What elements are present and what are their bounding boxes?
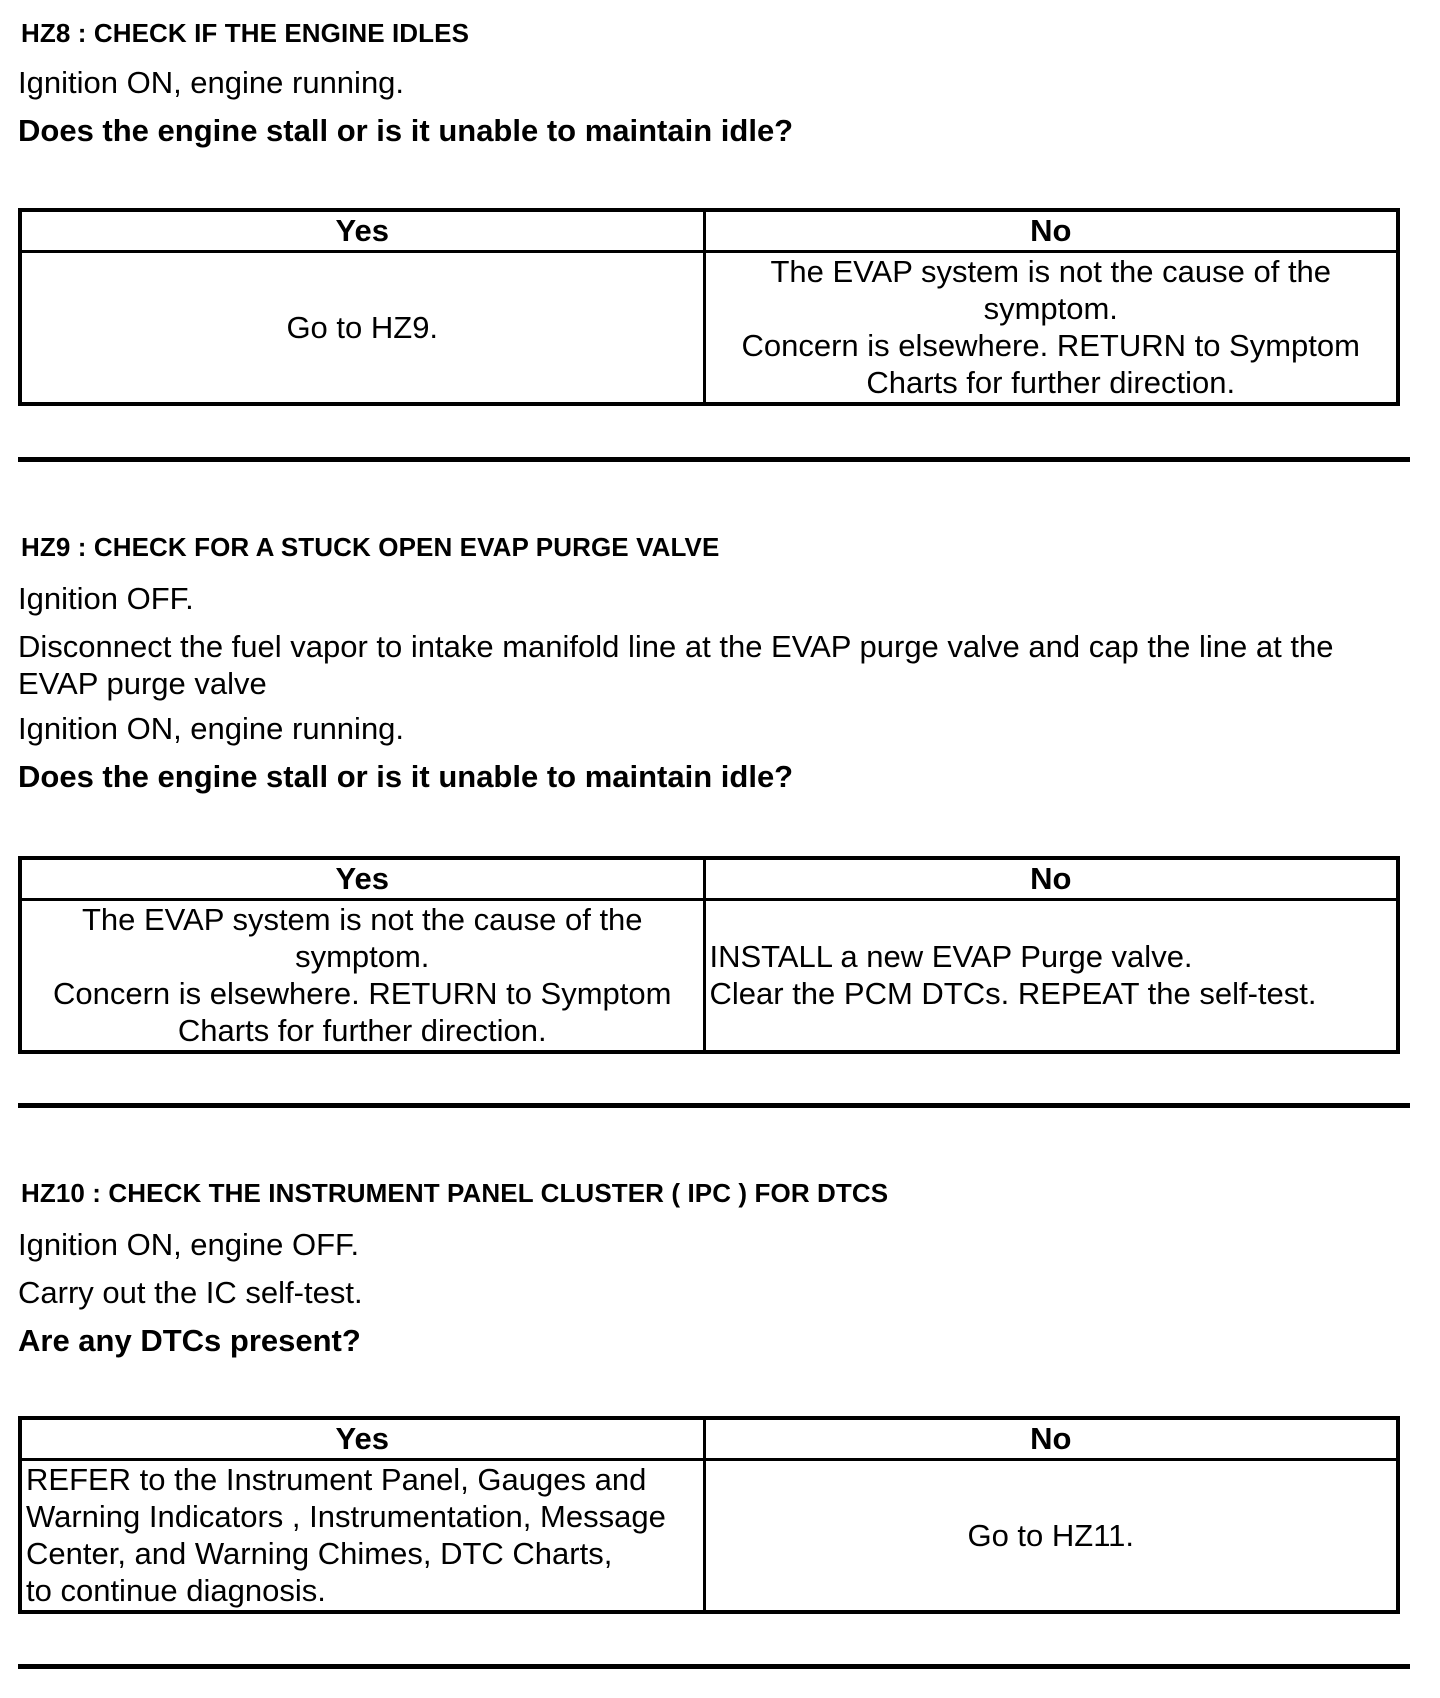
no-cell [704,900,1398,1052]
yes-header: Yes [20,1418,704,1460]
step-heading: HZ9 : CHECK FOR A STUCK OPEN EVAP PURGE VALVE [21,532,720,562]
cell-text: The EVAP system is not the cause of the [770,254,1332,290]
yes-cell [20,900,704,1052]
no-header: No [704,1418,1398,1460]
yes-no-table [18,856,1400,1054]
table-row [20,1460,1398,1612]
cell-text: The EVAP system is not the cause of the [81,902,643,938]
table-row [20,900,1398,1052]
cell-text: symptom. [295,939,430,975]
instruction-line: Carry out the IC self-test. [18,1275,363,1310]
table-row [20,252,1398,404]
cell-text: Clear the PCM DTCs. REPEAT the self-test. [709,976,1317,1012]
cell-text: REFER to the Instrument Panel, Gauges and [26,1462,647,1498]
cell-text: Charts for further direction. [866,365,1236,401]
cell-text: to continue diagnosis. [26,1573,326,1609]
table-header-row [20,210,1398,252]
yes-cell [20,1460,704,1612]
yes-cell [20,252,704,404]
yes-no-table [18,1416,1400,1614]
section-divider [18,1664,1410,1669]
yes-no-table [18,208,1400,406]
step-heading: HZ10 : CHECK THE INSTRUMENT PANEL CLUSTER ( IPC ) FOR DTCS [21,1178,889,1208]
step-heading: HZ8 : CHECK IF THE ENGINE IDLES [21,18,470,48]
yes-header: Yes [20,858,704,900]
cell-text: INSTALL a new EVAP Purge valve. [709,939,1193,975]
instruction-line: Ignition ON, engine running. [18,65,405,100]
instruction-line: Ignition OFF. [18,581,194,616]
no-header: No [704,210,1398,252]
no-header: No [704,858,1398,900]
step-question: Does the engine stall or is it unable to maintain idle? [18,759,794,794]
cell-text: Warning Indicators , Instrumentation, Message [26,1499,666,1535]
cell-text: Go to HZ9. [286,309,439,345]
no-cell [704,252,1398,404]
cell-text: Go to HZ11. [967,1517,1135,1553]
cell-text: Center, and Warning Chimes, DTC Charts, [26,1536,613,1572]
table-header-row [20,1418,1398,1460]
section-divider [18,1103,1410,1108]
yes-header: Yes [20,210,704,252]
step-question: Does the engine stall or is it unable to maintain idle? [18,113,794,148]
no-cell [704,1460,1398,1612]
cell-text: Concern is elsewhere. RETURN to Symptom [741,328,1360,364]
instruction-line: Ignition ON, engine running. [18,711,405,746]
cell-text: Concern is elsewhere. RETURN to Symptom [53,976,672,1012]
instruction-line: Ignition ON, engine OFF. [18,1227,360,1262]
cell-text: Charts for further direction. [177,1013,547,1049]
cell-text: symptom. [983,291,1118,327]
table-header-row [20,858,1398,900]
step-question: Are any DTCs present? [18,1323,361,1358]
instruction-line: Disconnect the fuel vapor to intake manifold line at the EVAP purge valve and cap the line at the EVAP purge valve [18,629,1334,701]
section-divider [18,457,1410,462]
